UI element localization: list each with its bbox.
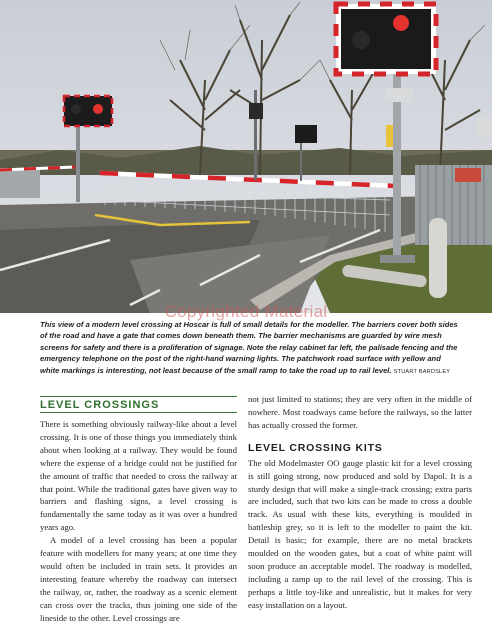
section-heading-level-crossing-kits: LEVEL CROSSING KITS	[248, 441, 383, 454]
level-crossing-illustration	[0, 0, 492, 313]
photo-credit: STUART BARDSLEY	[393, 368, 451, 375]
caption-text: This view of a modern level crossing at Hoscar is full of small details for the modeller. The barriers cover both sides of the road and have a gate that comes down beneath them. The barrier mechanisms are guarded by wire mesh screens for safety and there is a proliferation of signage. Note the relay cabinet far left, the palisade fencing and the emergency telephone on the post of the right-hand warning lights. The patchwork road surface with yellow and white markings is interesting, not least because of the small ramp to take the road up to rail level.	[40, 320, 458, 375]
paragraph: not just limited to stations; they are very often in the middle of nowhere. Most roadways came before the railways, so the latter has actually crossed the former.	[248, 394, 472, 430]
right-column	[248, 393, 472, 612]
section-heading-bar	[40, 396, 237, 413]
left-column	[40, 396, 237, 625]
photo-caption	[40, 319, 458, 378]
paragraph: The old Modelmaster OO gauge plastic kit for a level crossing is still going strong, now produced and sold by Dapol. It is a sturdy design that will make a single-track crossing; extra parts are included, such that two kits can be made to cross a double track. As usual with these kits, everything is moulded in battleship grey, so it is left to the modeller to paint the kit. Detail is basic; for example, there are no metal brackets moulded on the wooden gates, but a coat of white paint will soon produce an acceptable model. The roadway is modelled, including a ramp up to the rail level of the crossing. This is perhaps a little toy-like and unrealistic, but it makes for very easy installation on a layout.	[248, 457, 472, 610]
paragraph: There is something obviously railway-like about a level crossing. It is one of those things you immediately think about when looking at a railway. They would be found where the expense of a bridge could not be justified for the amount of traffic that needed to cross the railway at that point. While the traditional gates have given way to barriers and flashing signs, a level crossing is fundamentally the same today as it was over a hundred years ago.	[40, 419, 237, 533]
section-heading-level-crossings: LEVEL CROSSINGS	[40, 399, 160, 411]
paragraph: A model of a level crossing has been a popular feature with modellers for many years; at one time they would often be included in train sets. It provides an interesting feature whereby the roadway can intersect the railway, or, rather, the roadway as a scenic element can cross over the tracks, thus joining one side of the lineside to the other. Level crossings are	[40, 535, 237, 623]
level-crossing-photo	[0, 0, 492, 313]
copyright-watermark: Copyrighted Material	[164, 302, 328, 321]
